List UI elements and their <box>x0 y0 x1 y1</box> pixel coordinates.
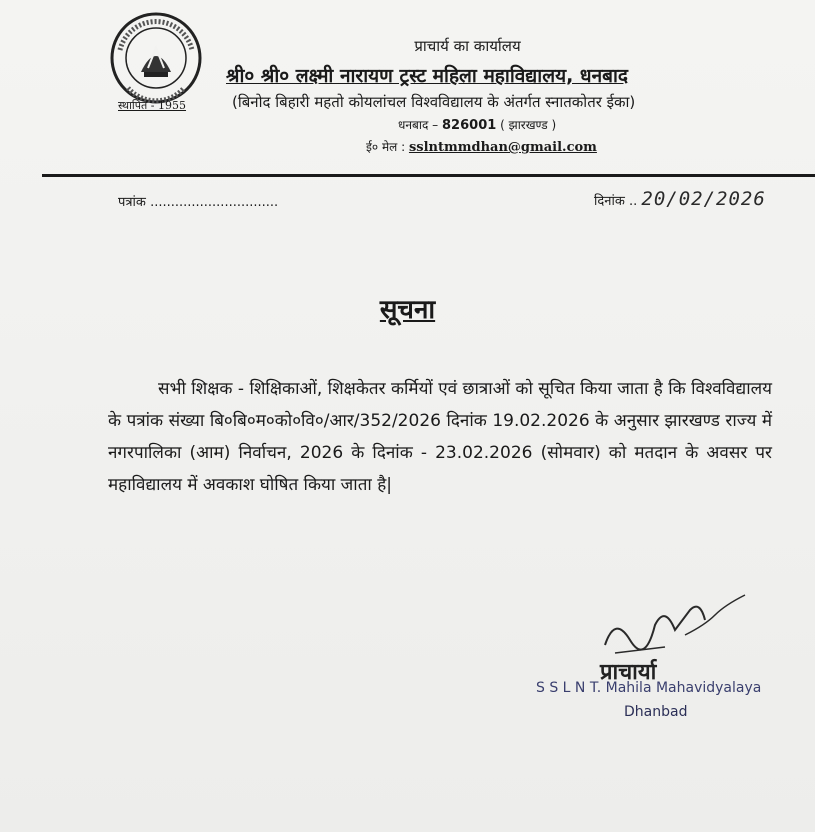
patrank-label: पत्रांक <box>118 195 146 210</box>
handwritten-date: 20/02/2026 <box>641 188 766 210</box>
university-affiliation: (बिनोद बिहारी महतो कोयलांचल विश्वविद्यालय के अंतर्गत स्नातकोतर ईका) <box>232 93 636 111</box>
college-name: श्री० श्री० लक्ष्मी नारायण ट्रस्ट महिला महाविद्यालय, धनबाद <box>226 65 629 87</box>
pincode: 826001 <box>442 118 497 133</box>
office-title: प्राचार्य का कार्यालय <box>414 37 521 55</box>
established-year: स्थापित - 1955 <box>118 99 187 112</box>
date-field <box>594 188 766 210</box>
notice-body: सभी शिक्षक - शिक्षिकाओं, शिक्षकेतर कर्मियों एवं छात्राओं को सूचित किया जाता है कि विश्वविद्यालय के पत्रांक संख्या बि०बि०म०को०वि०/आर/352/2026 दिनांक 19.02.2026 के अनुसार झारखण्ड राज्य में नगरपालिका (आम) निर्वाचन, 2026 के दिनांक - 23.02.2026 (सोमवार) को मतदान के अवसर पर महाविद्यालय में अवकाश घोषित किया जाता है| <box>108 379 772 495</box>
email-line <box>366 138 597 155</box>
principal-designation: प्राचार्या <box>600 660 657 685</box>
notice-title: सूचना <box>379 295 436 325</box>
state: ( झारखण्ड ) <box>500 118 557 132</box>
address-label: धनबाद – <box>398 118 439 132</box>
email-label: ई० मेल : <box>366 140 406 154</box>
address <box>398 116 556 133</box>
handwritten-signature <box>595 585 755 665</box>
email-address: sslntmmdhan@gmail.com <box>408 140 597 155</box>
stamp-city: Dhanbad <box>624 704 688 720</box>
patrank-dots: ............................... <box>150 195 279 210</box>
stamp-college-name: S S L N T. Mahila Mahavidyalaya <box>536 680 762 696</box>
college-logo-seal <box>108 10 204 106</box>
reference-number <box>118 192 278 210</box>
letterhead-divider <box>42 174 815 177</box>
dinank-label: दिनांक .. <box>594 194 638 209</box>
